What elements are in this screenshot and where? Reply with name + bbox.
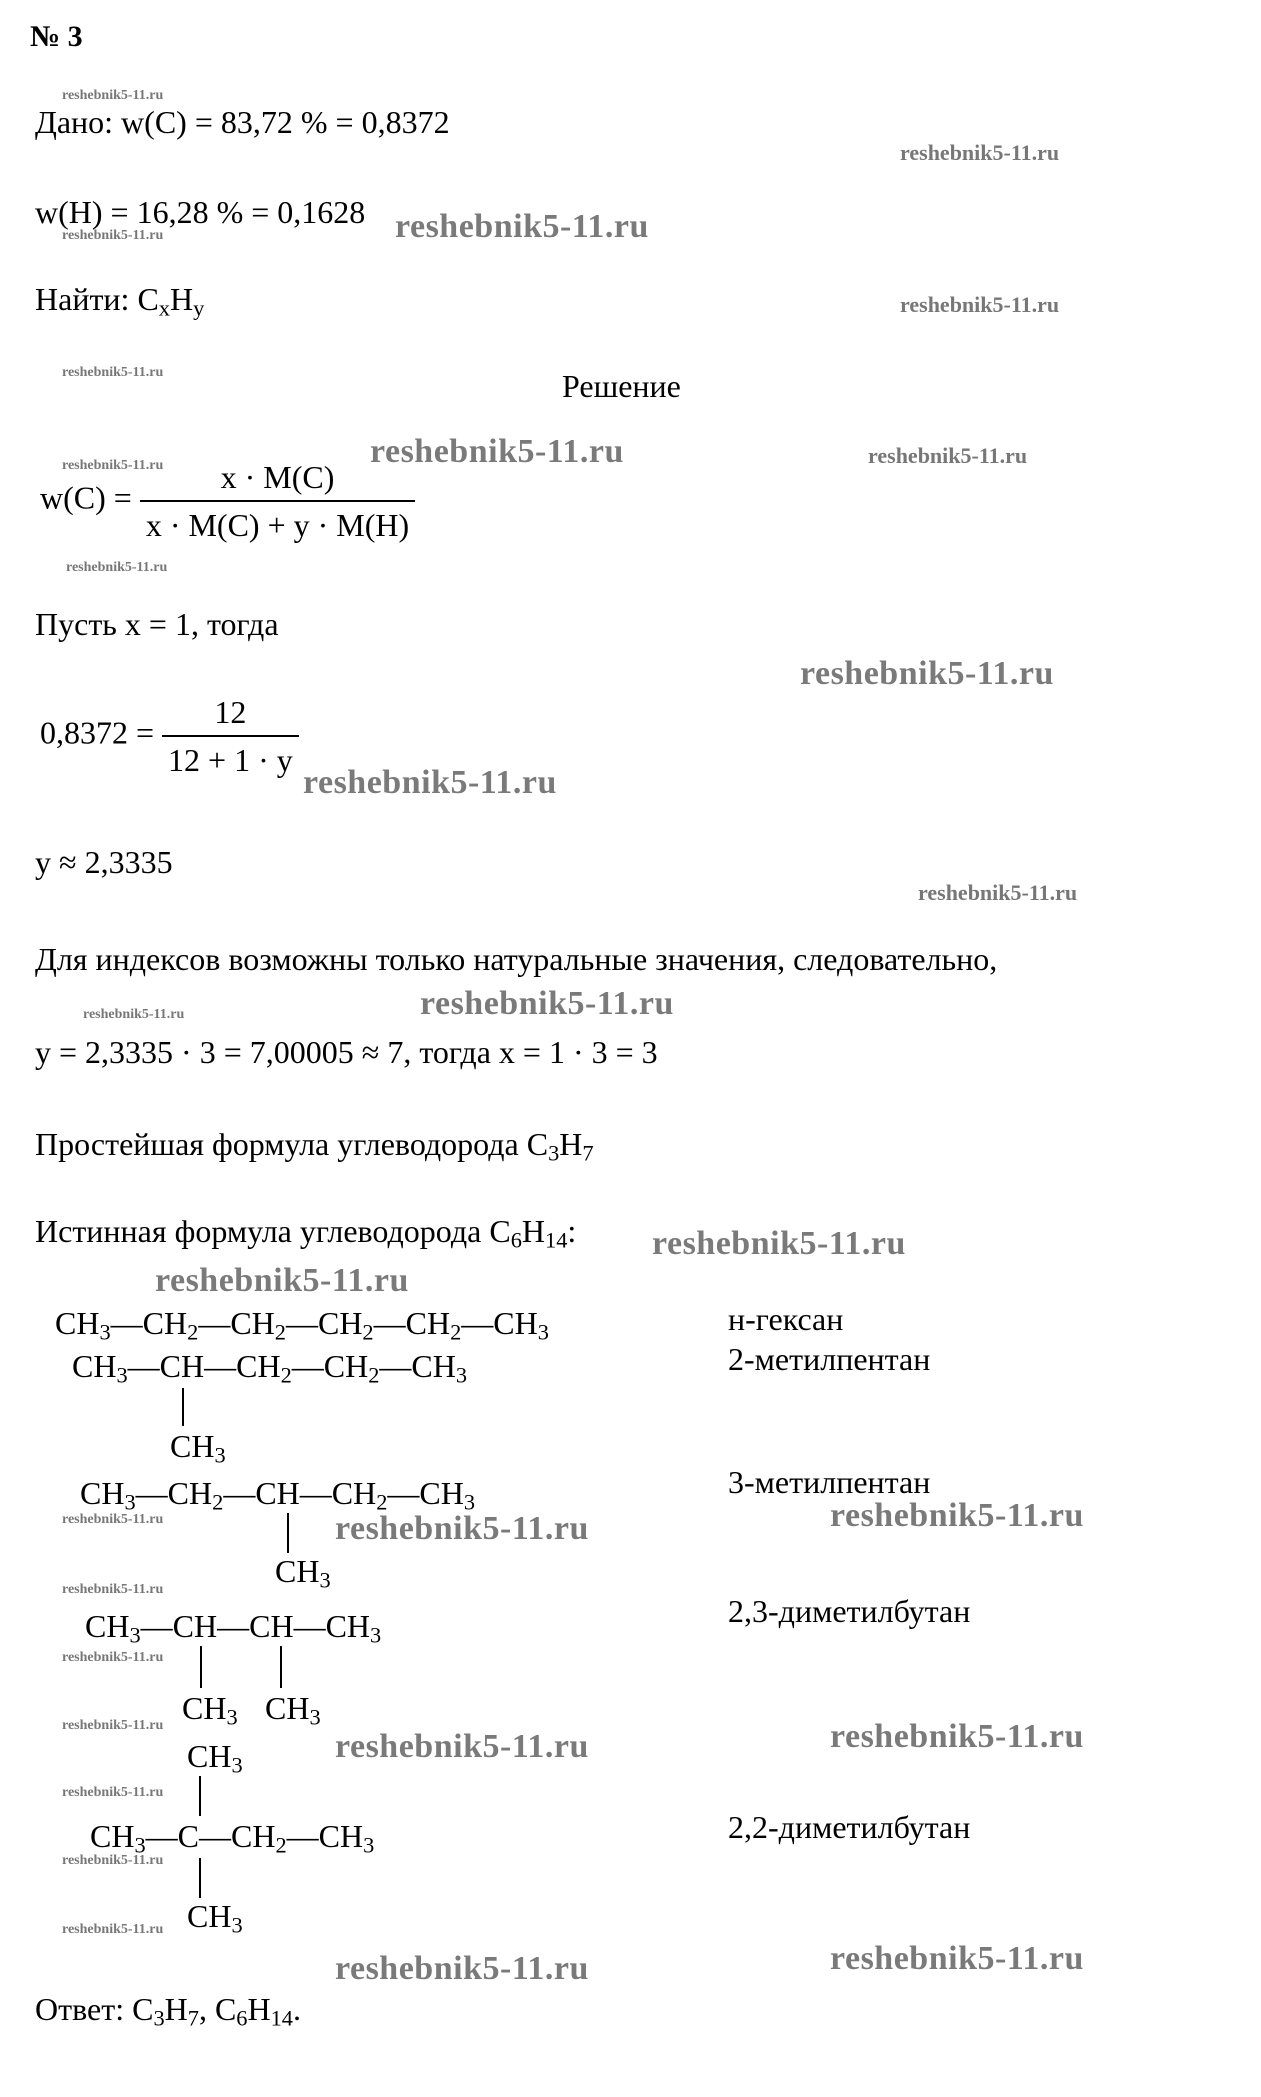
watermark: reshebnik5-11.ru [830, 1497, 1084, 1534]
watermark: reshebnik5-11.ru [62, 88, 164, 103]
watermark: reshebnik5-11.ru [83, 1007, 185, 1022]
isomer-name-5: 2,2-диметилбутан [728, 1809, 971, 1845]
bond-2-2-dimethylbutane-top [199, 1776, 201, 1816]
methyl-2-3-dimethylbutane-a: $CH_3$ [182, 1690, 238, 1730]
answer-c1: 3 [153, 2005, 165, 2031]
watermark: reshebnik5-11.ru [335, 1728, 589, 1765]
watermark: reshebnik5-11.ru [62, 1512, 164, 1527]
y-calc-line: y = 2,3335 · 3 = 7,00005 ≈ 7, тогда x = 1 · 3 = 3 [35, 1034, 658, 1070]
structure-2-2-dimethylbutane: $CH_3—C—CH_2—CH_3$ [90, 1818, 375, 1858]
methyl-2-2-dimethylbutane-top: $CH_3$ [187, 1738, 243, 1778]
watermark: reshebnik5-11.ru [62, 228, 164, 243]
formula-denominator: x · M(C) + y · M(H) [140, 500, 415, 544]
watermark: reshebnik5-11.ru [800, 655, 1054, 692]
answer-c2: 6 [236, 2005, 248, 2031]
methyl-2-2-dimethylbutane-bottom: $CH_3$ [187, 1898, 243, 1938]
watermark: reshebnik5-11.ru [62, 1718, 164, 1733]
structure-n-hexane: $CH_3—CH_2—CH_2—CH_2—CH_2—CH_3$ [55, 1305, 549, 1345]
watermark: reshebnik5-11.ru [155, 1262, 409, 1299]
watermark: reshebnik5-11.ru [335, 1950, 589, 1987]
answer-h2-letter: H [247, 1991, 271, 2027]
watermark: reshebnik5-11.ru [66, 560, 168, 575]
find-x: x [158, 295, 170, 321]
watermark: reshebnik5-11.ru [900, 140, 1060, 165]
structure-2-methylpentane: $CH_3—CH—CH_2—CH_2—CH_3$ [72, 1348, 468, 1388]
formula-numerator: x · M(C) [220, 459, 335, 495]
bond-2-methylpentane [182, 1388, 184, 1426]
watermark: reshebnik5-11.ru [62, 1650, 164, 1665]
simplest-formula-line [35, 1125, 594, 1166]
let-x-line: Пусть x = 1, тогда [35, 606, 279, 642]
equation-fraction [162, 693, 299, 779]
watermark: reshebnik5-11.ru [370, 433, 624, 470]
equation-numerator: 12 [214, 694, 247, 730]
simplest-h: 7 [582, 1140, 594, 1166]
answer-line [35, 1990, 301, 2031]
find-line [35, 280, 205, 321]
answer-h1-letter: H [164, 1991, 188, 2027]
isomer-name-4: 2,3-диметилбутан [728, 1593, 971, 1629]
find-y: y [193, 295, 205, 321]
watermark: reshebnik5-11.ru [918, 880, 1078, 905]
watermark: reshebnik5-11.ru [62, 1853, 164, 1868]
watermark: reshebnik5-11.ru [900, 292, 1060, 317]
true-suffix: : [567, 1213, 577, 1249]
true-h: 14 [545, 1227, 568, 1253]
watermark: reshebnik5-11.ru [420, 985, 674, 1022]
answer-label: Ответ: C [35, 1991, 154, 2027]
watermark: reshebnik5-11.ru [62, 1785, 164, 1800]
bond-3-methylpentane [287, 1513, 289, 1553]
methyl-2-3-dimethylbutane-b: $CH_3$ [265, 1690, 321, 1730]
isomer-name-2: 2-метилпентан [728, 1341, 931, 1377]
methyl-2-methylpentane: $CH_3$ [170, 1428, 226, 1468]
watermark: reshebnik5-11.ru [62, 1922, 164, 1937]
watermark: reshebnik5-11.ru [395, 208, 649, 245]
equation-denominator: 12 + 1 · y [162, 735, 299, 779]
simplest-label: Простейшая формула углеводорода C [35, 1126, 549, 1162]
true-h-letter: H [521, 1213, 545, 1249]
watermark: reshebnik5-11.ru [62, 458, 164, 473]
bond-2-3-dimethylbutane-a [200, 1646, 202, 1688]
formula-lhs: w(C) = [40, 479, 132, 516]
watermark: reshebnik5-11.ru [652, 1225, 906, 1262]
watermark: reshebnik5-11.ru [62, 1582, 164, 1597]
structure-2-3-dimethylbutane: $CH_3—CH—CH—CH_3$ [85, 1608, 382, 1648]
watermark: reshebnik5-11.ru [830, 1940, 1084, 1977]
watermark: reshebnik5-11.ru [868, 443, 1028, 468]
find-c: C [137, 281, 159, 317]
equation-lhs: 0,8372 = [40, 714, 155, 751]
isomer-name-1: н-гексан [728, 1301, 844, 1337]
problem-number: № 3 [30, 20, 83, 53]
given-line-2: w(H) = 16,28 % = 0,1628 [35, 194, 366, 230]
answer-h2: 14 [270, 2005, 293, 2031]
equation [40, 693, 299, 779]
true-formula-line [35, 1212, 577, 1253]
isomer-name-3: 3-метилпентан [728, 1464, 931, 1500]
watermark: reshebnik5-11.ru [335, 1510, 589, 1547]
find-label: Найти: [35, 281, 138, 317]
bond-2-3-dimethylbutane-b [280, 1646, 282, 1688]
watermark: reshebnik5-11.ru [830, 1718, 1084, 1755]
answer-end: . [293, 1991, 301, 2027]
indices-note: Для индексов возможны только натуральные значения, следовательно, [35, 941, 998, 977]
bond-2-2-dimethylbutane-bottom [199, 1858, 201, 1898]
simplest-c: 3 [548, 1140, 560, 1166]
true-c: 6 [510, 1227, 522, 1253]
structure-3-methylpentane: $CH_3—CH_2—CH—CH_2—CH_3$ [80, 1475, 476, 1515]
true-label: Истинная формула углеводорода C [35, 1213, 511, 1249]
watermark: reshebnik5-11.ru [303, 764, 557, 801]
given-line-1: Дано: w(C) = 83,72 % = 0,8372 [35, 104, 450, 140]
methyl-3-methylpentane: $CH_3$ [275, 1553, 331, 1593]
answer-h1: 7 [187, 2005, 199, 2031]
y-approx-line: y ≈ 2,3335 [35, 844, 173, 880]
answer-sep: , C [198, 1991, 237, 2027]
watermark: reshebnik5-11.ru [62, 365, 164, 380]
solution-heading: Решение [562, 368, 681, 404]
find-h: H [169, 281, 194, 317]
simplest-h-letter: H [559, 1126, 583, 1162]
